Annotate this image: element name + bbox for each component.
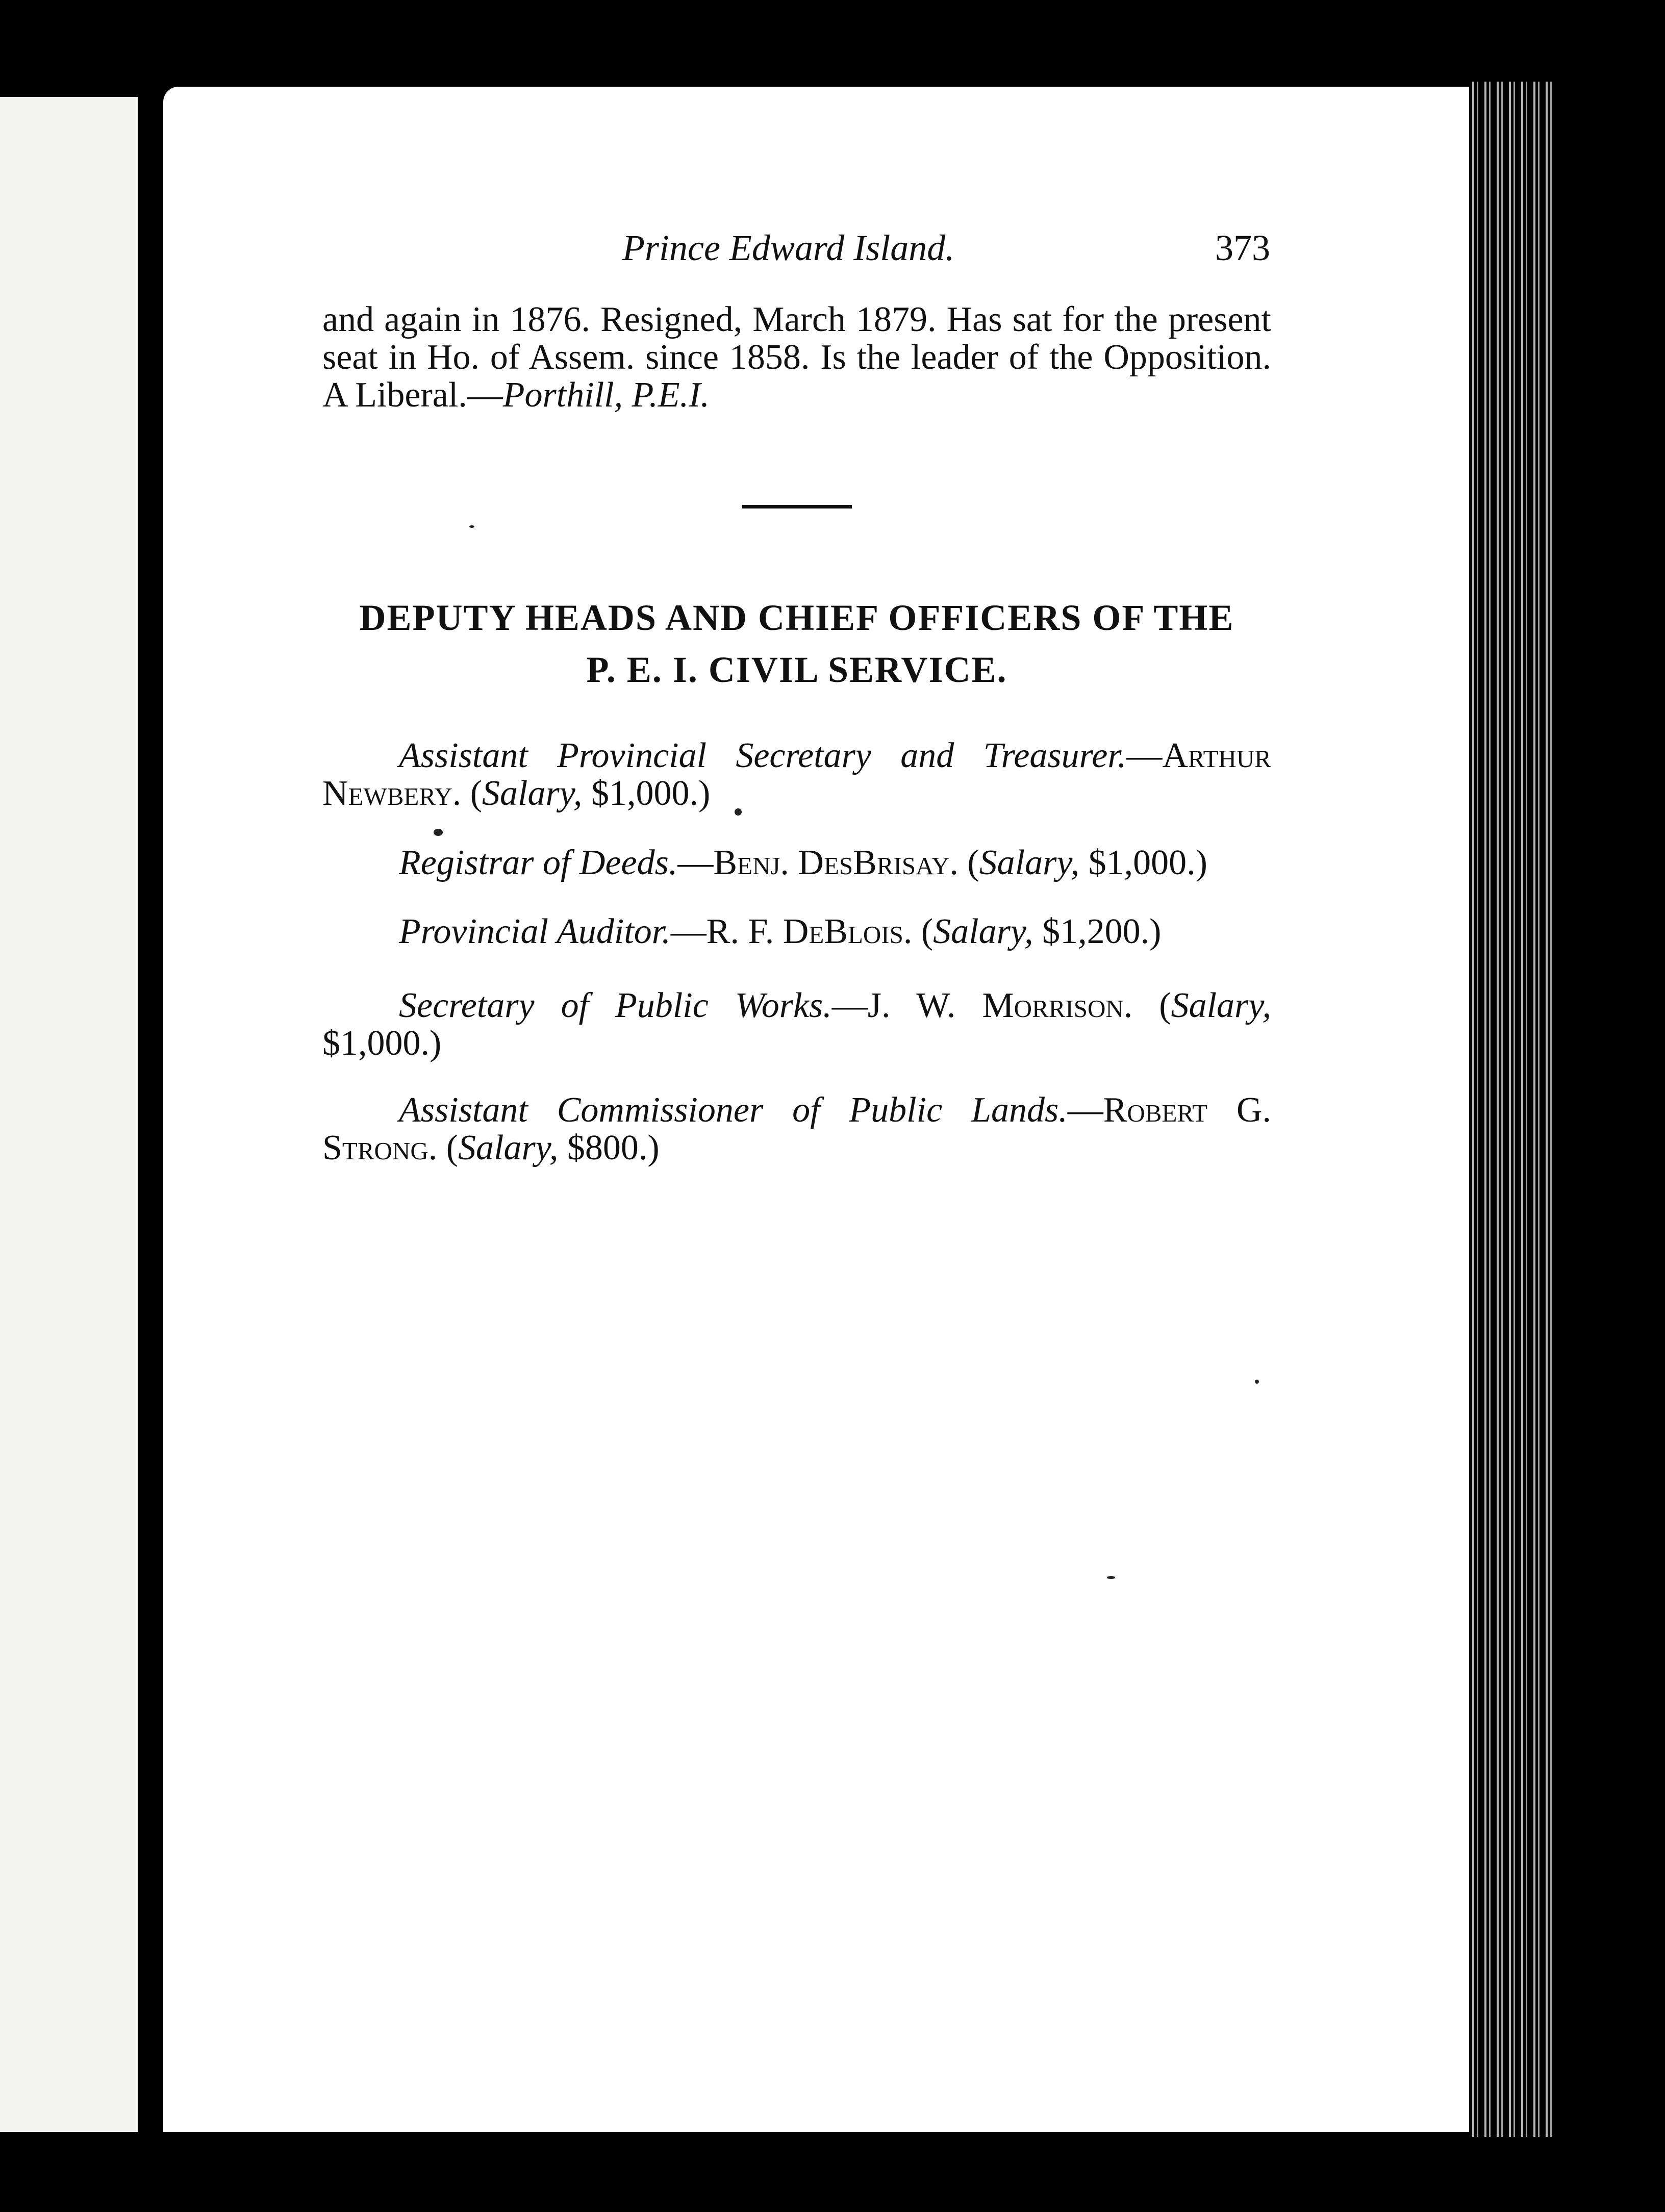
salary-amount: $1,000. [322, 1024, 430, 1063]
continued-paragraph [322, 301, 1271, 414]
officer-entry: Registrar of Deeds.—Benj. DesBrisay. (Salary, $1,000.) [399, 843, 1207, 882]
salary-amount: $1,000. [1088, 843, 1196, 882]
officer-title: Assistant Provincial Secretary and Treasurer. [399, 736, 1127, 775]
page-number: 373 [1215, 227, 1270, 268]
page-fore-edge [1469, 82, 1556, 2137]
salary-amount: $1,200. [1042, 912, 1150, 951]
officer-name: R. F. DeBlois. [706, 912, 913, 951]
scan-speck [735, 808, 742, 816]
section-divider [742, 505, 852, 508]
officer-name: Benj. DesBrisay. [713, 843, 958, 882]
book-gutter [138, 97, 163, 2132]
entry-dash: — [1126, 736, 1163, 775]
officer-title: Registrar of Deeds. [399, 843, 678, 882]
continued-place: Porthill, P.E.I. [502, 375, 710, 415]
entry-dash: — [1067, 1090, 1103, 1130]
continued-text: and again in 1876. Resigned, March 1879. Has sat for the present seat in Ho. of Assem. since 1858. Is the leader of the Opposition. A Liberal.— [322, 300, 1271, 415]
salary-label: Salary, [1171, 986, 1271, 1025]
scan-speck [1255, 1380, 1259, 1384]
officer-title: Assistant Commissioner of Public Lands. [399, 1090, 1068, 1130]
officer-name: Arthur Newbery. [322, 736, 1271, 813]
officer-name: Robert G. Strong. [322, 1090, 1271, 1167]
salary-label: Salary, [458, 1128, 559, 1167]
section-heading-line-2: P. E. I. CIVIL SERVICE. [586, 649, 1007, 690]
running-title: Prince Edward Island. [622, 227, 955, 268]
salary-label: Salary, [933, 912, 1033, 951]
facing-page-edge [0, 97, 138, 2132]
officer-title: Provincial Auditor. [399, 912, 671, 951]
entry-dash: — [831, 986, 868, 1025]
salary-label: Salary, [979, 843, 1080, 882]
entry-dash: — [677, 843, 714, 882]
scan-speck [469, 525, 474, 528]
officer-title: Secretary of Public Works. [399, 986, 832, 1025]
officer-entry: Assistant Commissioner of Public Lands.—Robert G. Strong. (Salary, $800.) [322, 1090, 1271, 1167]
salary-amount: $800. [567, 1128, 648, 1167]
section-heading-line-1: DEPUTY HEADS AND CHIEF OFFICERS OF THE [359, 597, 1234, 638]
running-head [316, 227, 1270, 278]
salary-label: Salary, [482, 774, 583, 813]
officer-entry: Assistant Provincial Secretary and Treasurer.—Arthur Newbery. (Salary, $1,000.) [322, 736, 1271, 813]
entry-dash: — [670, 912, 707, 951]
officer-entry: Secretary of Public Works.—J. W. Morrison. (Salary, $1,000.) [322, 986, 1271, 1063]
salary-amount: $1,000. [591, 774, 698, 813]
officer-name: J. W. Morrison. [867, 986, 1133, 1025]
officer-entry: Provincial Auditor.—R. F. DeBlois. (Salary, $1,200.) [399, 912, 1162, 951]
scan-speck [434, 829, 443, 836]
scan-speck [1107, 1576, 1115, 1579]
